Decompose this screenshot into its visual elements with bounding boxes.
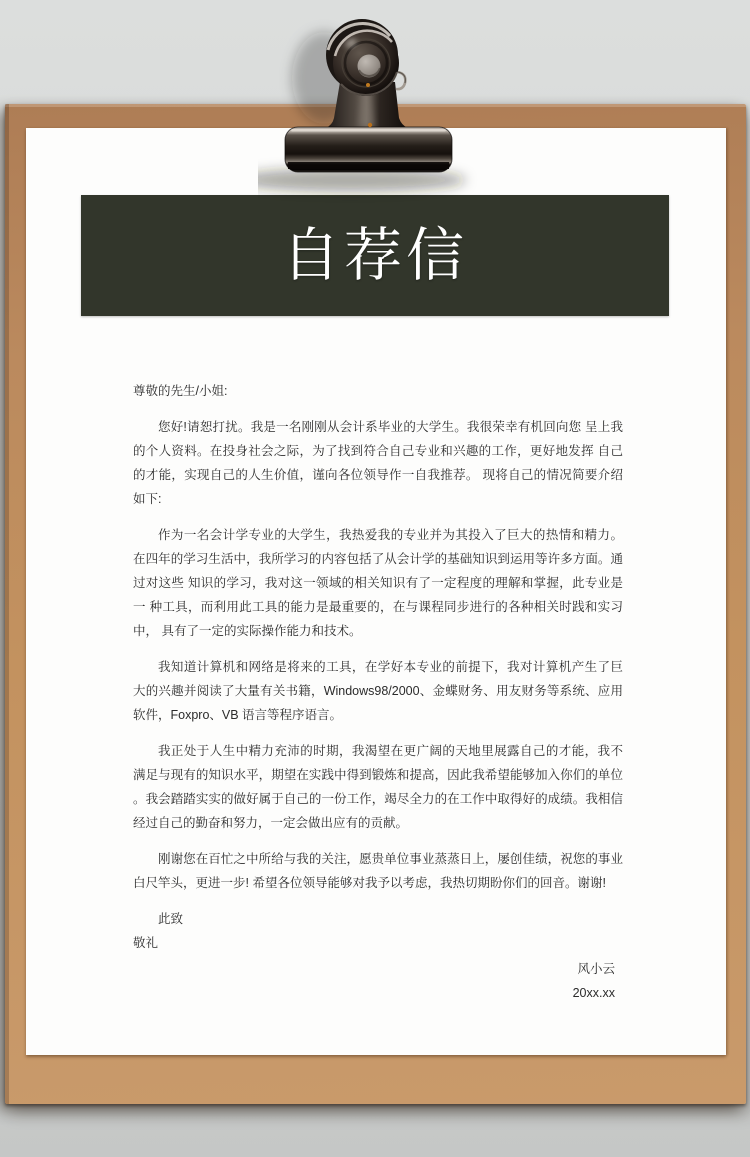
signature-name: 风小云: [577, 962, 615, 976]
paragraph-3: 我知道计算机和网络是将来的工具，在学好本专业的前提下，我对计算机产生了巨 大的兴趣并阅读了大量有关书籍，Windows98/2000、金蝶财务、用友财务等系统、应用 软件，Foxpro、VB 语言等程序语言。: [133, 660, 623, 722]
letter-body: [26, 379, 726, 1005]
salutation: 尊敬的先生/小姐:: [133, 384, 228, 398]
signature-block: [133, 957, 623, 1005]
letter-paper: [26, 128, 726, 1055]
closing-jingli: 敬礼: [133, 936, 159, 950]
binder-clip-icon: [258, 12, 498, 204]
paragraph-4: 我正处于人生中精力充沛的时期，我渴望在更广阔的天地里展露自己的才能，我不 满足与现有的知识水平，期望在实践中得到锻炼和提高，因此我希望能够加入你们的单位 。我会踏踏实实的做好属于自己的一份工作，竭尽全力的在工作中取得好的成绩。我相信 经过自己的勤奋和努力，一定会做出应有的贡献。: [133, 744, 623, 830]
paragraph-1: 您好!请恕打扰。我是一名刚刚从会计系毕业的大学生。我很荣幸有机回向您 呈上我的个人资料。在投身社会之际，为了找到符合自己专业和兴趣的工作，更好地发挥 自己的才能，实现自己的人生价值，谨向各位领导作一自我推荐。 现将自己的情况简要介绍如下:: [133, 420, 623, 506]
page-title: 自荐信: [281, 222, 468, 288]
signature-date: 20xx.xx: [572, 986, 615, 1000]
title-banner: [81, 195, 669, 316]
paragraph-5: 刚谢您在百忙之中所给与我的关注，愿贵单位事业蒸蒸日上，屡创佳绩，祝您的事业 白尺竿头，更进一步! 希望各位领导能够对我予以考虑，我热切期盼你们的回音。谢谢!: [133, 852, 623, 890]
closing-cizhi: 此致: [158, 912, 184, 926]
paragraph-2: 作为一名会计学专业的大学生，我热爱我的专业并为其投入了巨大的热情和精力。 在四年的学习生活中，我所学习的内容包括了从会计学的基础知识到运用等许多方面。通 过对这些 知识的学习，我对这一领域的相关知识有了一定程度的理解和掌握，此专业是一 种工具，而利用此工具的能力是最重要的，在与课程同步进行的各种相关时践和实习中， 具有了一定的实际操作能力和技术。: [133, 528, 623, 638]
